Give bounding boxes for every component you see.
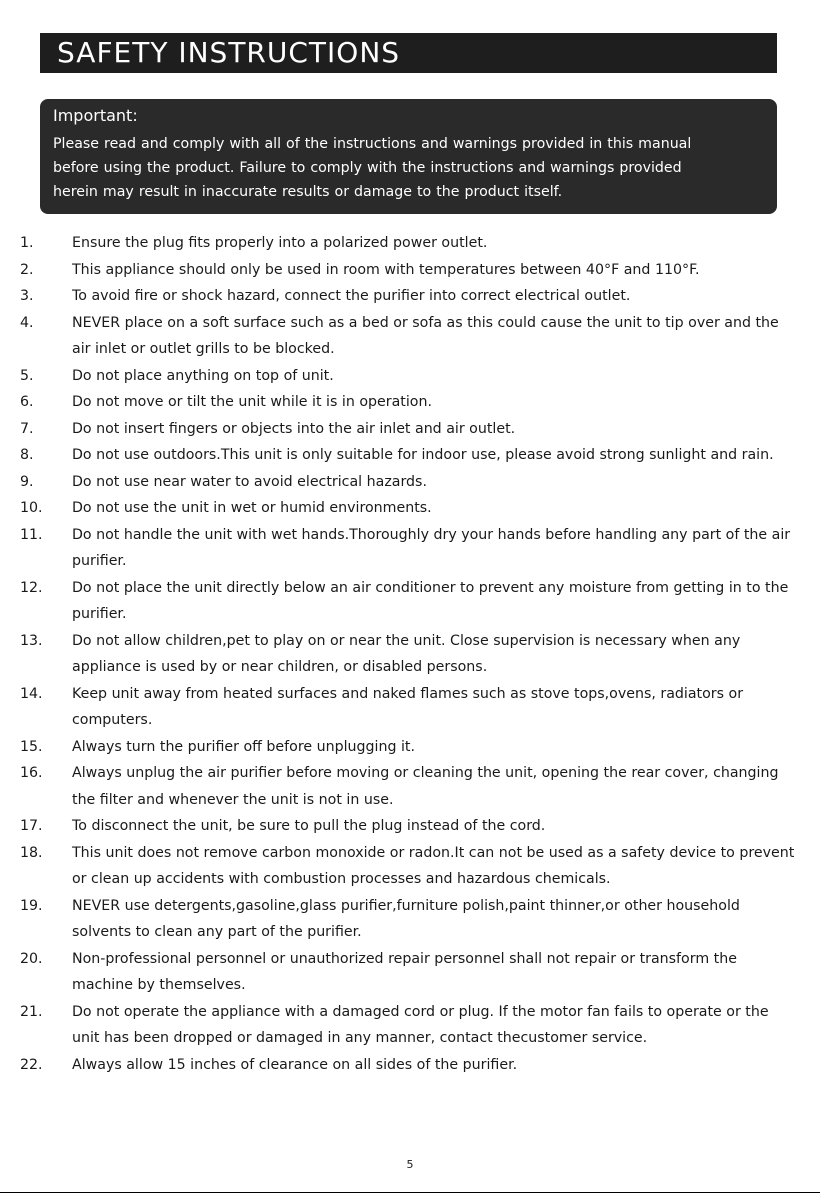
list-item (0, 469, 820, 496)
item-text: Do not use the unit in wet or humid environments. (72, 500, 432, 516)
item-text: To avoid fire or shock hazard, connect the purifier into correct electrical outlet. (72, 288, 631, 304)
list-item (0, 363, 820, 390)
important-notice (40, 99, 777, 214)
bottom-divider (0, 1192, 820, 1193)
item-text: This appliance should only be used in room with temperatures between 40°F and 110°F. (72, 261, 700, 278)
important-heading: Important: (53, 106, 138, 125)
safety-instructions-list (0, 230, 820, 1078)
item-text: Always unplug the air purifier before moving or cleaning the unit, opening the rear cover, changing the filter and whenever the unit is not in use. (72, 765, 779, 808)
item-number: 7. (20, 420, 34, 437)
list-item (0, 893, 820, 946)
page-number: 5 (406, 1158, 414, 1171)
list-item (0, 813, 820, 840)
list-item (0, 257, 820, 284)
page-title: SAFETY INSTRUCTIONS (40, 33, 777, 73)
item-text: Do not handle the unit with wet hands.Thoroughly dry your hands before handling any part of the air purifier. (72, 526, 791, 569)
item-text: Non-professional personnel or unauthorized repair personnel shall not repair or transform the machine by themselves. (72, 950, 737, 993)
important-line: herein may result in inaccurate results or damage to the product itself. (53, 184, 563, 200)
item-number: 15. (20, 738, 43, 755)
list-item (0, 840, 820, 893)
item-number: 19. (20, 897, 43, 914)
list-item (0, 1052, 820, 1079)
item-number: 5. (20, 367, 34, 384)
important-text (53, 132, 767, 204)
item-number: 16. (20, 765, 43, 781)
list-item (0, 734, 820, 761)
item-number: 9. (20, 473, 34, 490)
item-number: 10. (20, 500, 43, 516)
item-number: 18. (20, 844, 43, 861)
item-text: Do not use near water to avoid electrical hazards. (72, 473, 427, 490)
item-text: Do not insert fingers or objects into the air inlet and air outlet. (72, 420, 516, 437)
list-item (0, 283, 820, 310)
list-item (0, 946, 820, 999)
item-number: 14. (20, 685, 43, 702)
item-text: Do not place the unit directly below an air conditioner to prevent any moisture from getting in to the purifier. (72, 579, 789, 622)
important-line: Please read and comply with all of the instructions and warnings provided in this manual (53, 136, 692, 152)
item-number: 17. (20, 818, 43, 834)
item-number: 21. (20, 1003, 43, 1020)
list-item (0, 310, 820, 363)
item-text: Do not move or tilt the unit while it is in operation. (72, 394, 432, 410)
item-number: 3. (20, 288, 34, 304)
item-text: Do not place anything on top of unit. (72, 367, 334, 384)
list-item (0, 575, 820, 628)
item-number: 11. (20, 526, 43, 543)
list-item (0, 389, 820, 416)
item-text: To disconnect the unit, be sure to pull the plug instead of the cord. (72, 818, 546, 834)
item-text: NEVER place on a soft surface such as a bed or sofa as this could cause the unit to tip over and the air inlet or outlet grills to be blocked. (72, 314, 779, 357)
item-number: 1. (20, 235, 34, 251)
list-item (0, 999, 820, 1052)
item-text: Do not allow children,pet to play on or near the unit. Close supervision is necessary when any appliance is used by or near children, or disabled persons. (72, 632, 741, 675)
list-item (0, 681, 820, 734)
list-item (0, 522, 820, 575)
item-number: 20. (20, 950, 43, 967)
list-item (0, 442, 820, 469)
list-item (0, 628, 820, 681)
item-text: Do not operate the appliance with a damaged cord or plug. If the motor fan fails to operate or the unit has been dropped or damaged in any manner, contact thecustomer service. (72, 1003, 769, 1046)
item-number: 13. (20, 632, 43, 649)
item-number: 4. (20, 314, 34, 331)
list-item (0, 760, 820, 813)
item-text: Always turn the purifier off before unplugging it. (72, 738, 415, 755)
item-number: 8. (20, 447, 34, 463)
item-number: 12. (20, 579, 43, 596)
item-text: Always allow 15 inches of clearance on all sides of the purifier. (72, 1056, 518, 1073)
item-text: Ensure the plug fits properly into a polarized power outlet. (72, 235, 488, 251)
item-number: 22. (20, 1056, 43, 1073)
list-item (0, 230, 820, 257)
item-text: This unit does not remove carbon monoxide or radon.It can not be used as a safety device to prevent or clean up accidents with combustion processes and hazardous chemicals. (72, 844, 795, 887)
item-text: NEVER use detergents,gasoline,glass purifier,furniture polish,paint thinner,or other household solvents to clean any part of the purifier. (72, 897, 740, 940)
item-text: Keep unit away from heated surfaces and naked flames such as stove tops,ovens, radiators or computers. (72, 685, 744, 728)
item-number: 6. (20, 394, 34, 410)
important-line: before using the product. Failure to comply with the instructions and warnings provided (53, 160, 682, 176)
list-item (0, 495, 820, 522)
item-number: 2. (20, 261, 34, 278)
item-text: Do not use outdoors.This unit is only suitable for indoor use, please avoid strong sunlight and rain. (72, 447, 774, 463)
list-item (0, 416, 820, 443)
